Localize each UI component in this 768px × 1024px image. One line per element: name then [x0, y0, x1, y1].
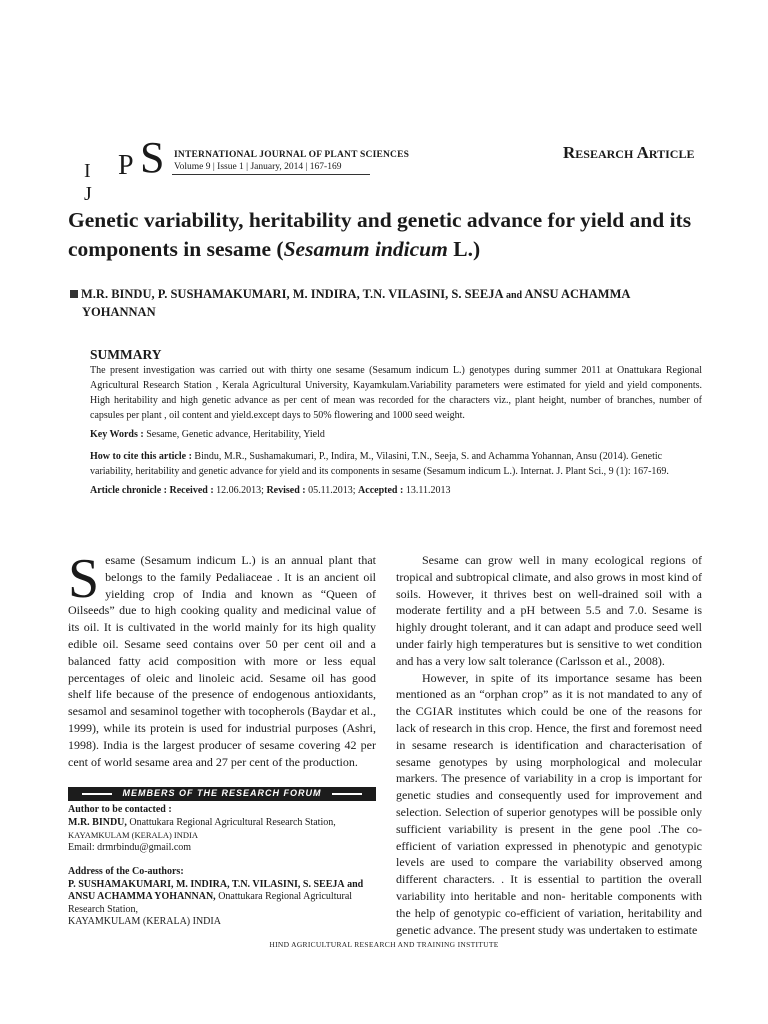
citation	[90, 449, 702, 479]
authors-line1: M.R. BINDU, P. SUSHAMAKUMARI, M. INDIRA, T.N. VILASINI, S. SEEJA	[81, 287, 503, 301]
accepted-date: 13.11.2013	[405, 485, 451, 496]
paragraph-importance: However, in spite of its importance sesame has been mentioned as an “orphan crop” as it is not mandated to any of the CGIAR institutes which could be one of the reasons for lack of research in this crop. Hence, the first and foremost need in sesame research is identification and characterisation of sesame genotypes by using morphological and molecular markers. The presence of variability in a crop is important for genetic studies and consequently used for improvement and selection. Selection of superior genotypes will be possible only sufficient variability is present in the gene pool .The co-efficient of variation expressed in phenotypic and genotypic levels are used to compare the variability observed among different characters. . It is essential to partition the overall variability into heritable and non- heritable components with the help of genotypic co-efficient of variation, heritability and genetic advance. The present study was undertaken to estimate	[396, 670, 702, 937]
author-list	[70, 286, 710, 321]
summary-text: The present investigation was carried out with thirty one sesame (Sesamum indicum L.) genotypes during summer 2011 at Onattukara Regional Agricultural Research Station , Kerala Agricultural University, Kayamkulam.Variability parameters were estimated for yield and yield components. High heritability and high genetic advance as per cent of mean was recorded for the characters viz., plant height, number of branches, number of capsules per plant , oil content and yield.except days to 50% flowering and 1000 seed weight.	[90, 365, 702, 421]
contact-email: Email: drmrbindu@gmail.com	[68, 841, 192, 853]
contact-place: KAYAMKULAM (KERALA) INDIA	[68, 830, 199, 840]
logo-s: S	[140, 133, 165, 182]
coauthors-and: and	[347, 878, 364, 890]
contact-author	[68, 804, 376, 854]
accepted-label: Accepted :	[358, 485, 404, 496]
header-divider	[172, 174, 370, 175]
title-species: Sesamum indicum	[283, 237, 448, 261]
received-label: Received :	[169, 485, 214, 496]
contact-name: M.R. BINDU,	[68, 816, 127, 828]
revised-date: 05.11.2013;	[308, 485, 356, 496]
square-bullet-icon	[70, 290, 78, 298]
coauthors-names: P. SUSHAMAKUMARI, M. INDIRA, T.N. VILASINI, S. SEEJA	[68, 878, 345, 890]
drop-cap: S	[68, 548, 100, 610]
research-forum-bar	[68, 787, 376, 801]
logo-ij: I J	[84, 160, 95, 205]
keywords-label: Key Words :	[90, 429, 144, 440]
authors-and: and	[505, 290, 523, 301]
coauthors-names-2: ANSU ACHAMMA YOHANNAN,	[68, 891, 216, 902]
revised-label: Revised :	[266, 485, 306, 496]
authors-line1-end: ANSU ACHAMMA	[524, 287, 631, 301]
coauthors	[68, 866, 376, 929]
title-main: Genetic variability, heritability and genetic advance for yield and its components in sesame (	[68, 208, 692, 261]
article-type: Research Article	[563, 143, 695, 162]
contact-label: Author to be contacted :	[68, 804, 172, 815]
citation-label: How to cite this article :	[90, 451, 192, 462]
coauthors-affiliation: Onattukara Regional Agricultural Research Station,	[68, 891, 353, 915]
coauthors-place: KAYAMKULAM (KERALA) INDIA	[68, 916, 221, 927]
authors-line2: YOHANNAN	[82, 305, 156, 319]
paragraph-climate: Sesame can grow well in many ecological regions of tropical and subtropical climate, and also grows in most kind of soils. However, it thrives best on well-drained soil with a moderate fertility and a pH between 5.5 and 7.0. Sesame is highly drought tolerant, and it can adapt and produce seed well under fairly high temperatures but is sensitive to wet condition and has a very low salt tolerance (Carlsson et al., 2008).	[396, 553, 702, 668]
paper-title	[68, 206, 708, 264]
journal-name: INTERNATIONAL JOURNAL OF PLANT SCIENCES	[174, 150, 410, 160]
received-date: 12.06.2013;	[216, 485, 264, 496]
coauthors-label: Address of the Co-authors:	[68, 866, 184, 877]
keywords	[90, 429, 702, 440]
body-column-right	[396, 552, 702, 938]
summary-heading: SUMMARY	[90, 347, 162, 362]
logo-p: P	[118, 150, 134, 181]
body-column-left	[68, 548, 376, 770]
journal-issue: Volume 9 | Issue 1 | January, 2014 | 167-169	[174, 162, 342, 172]
title-tail: L.)	[447, 237, 481, 261]
article-chronicle	[90, 485, 702, 496]
intro-paragraph: esame (Sesamum indicum L.) is an annual plant that belongs to the family Pedaliaceae . It is an ancient oil yielding crop of India and known as “Queen of Oilseeds” due to high cooking quality and medicinal value of its oil. It is cultivated in the world mainly for its high quality edible oil. Sesame seed contains over 50 per cent oil and a balanced fatty acid composition with more or less equal percentages of oleic and linoleic acid. Sesame oil has good shelf life because of the presence of endogenous antioxidants, sesamol and sesaminol together with tocopherols (Baydar et al., 1999), while its protein is used for industrial purposes (Ashri, 1998). India is the largest producer of sesame covering 42 per cent of world sesame area and 27 per cent of the production.	[68, 553, 376, 769]
citation-text: Bindu, M.R., Sushamakumari, P., Indira, M., Vilasini, T.N., Seeja, S. and Achamma Yohannan, Ansu (2014). Genetic variability, heritability and genetic advance for yield and its components in sesame (Sesamum indicum L.). Internat. J. Plant Sci., 9 (1): 167-169.	[90, 451, 669, 477]
page-footer: HIND AGRICULTURAL RESEARCH AND TRAINING INSTITUTE	[269, 940, 499, 949]
chronicle-label: Article chronicle :	[90, 485, 168, 496]
forum-bar-label: MEMBERS OF THE RESEARCH FORUM	[122, 788, 322, 798]
contact-affiliation: Onattukara Regional Agricultural Research Station,	[126, 816, 336, 828]
keywords-text: Sesame, Genetic advance, Heritability, Yield	[146, 429, 325, 440]
